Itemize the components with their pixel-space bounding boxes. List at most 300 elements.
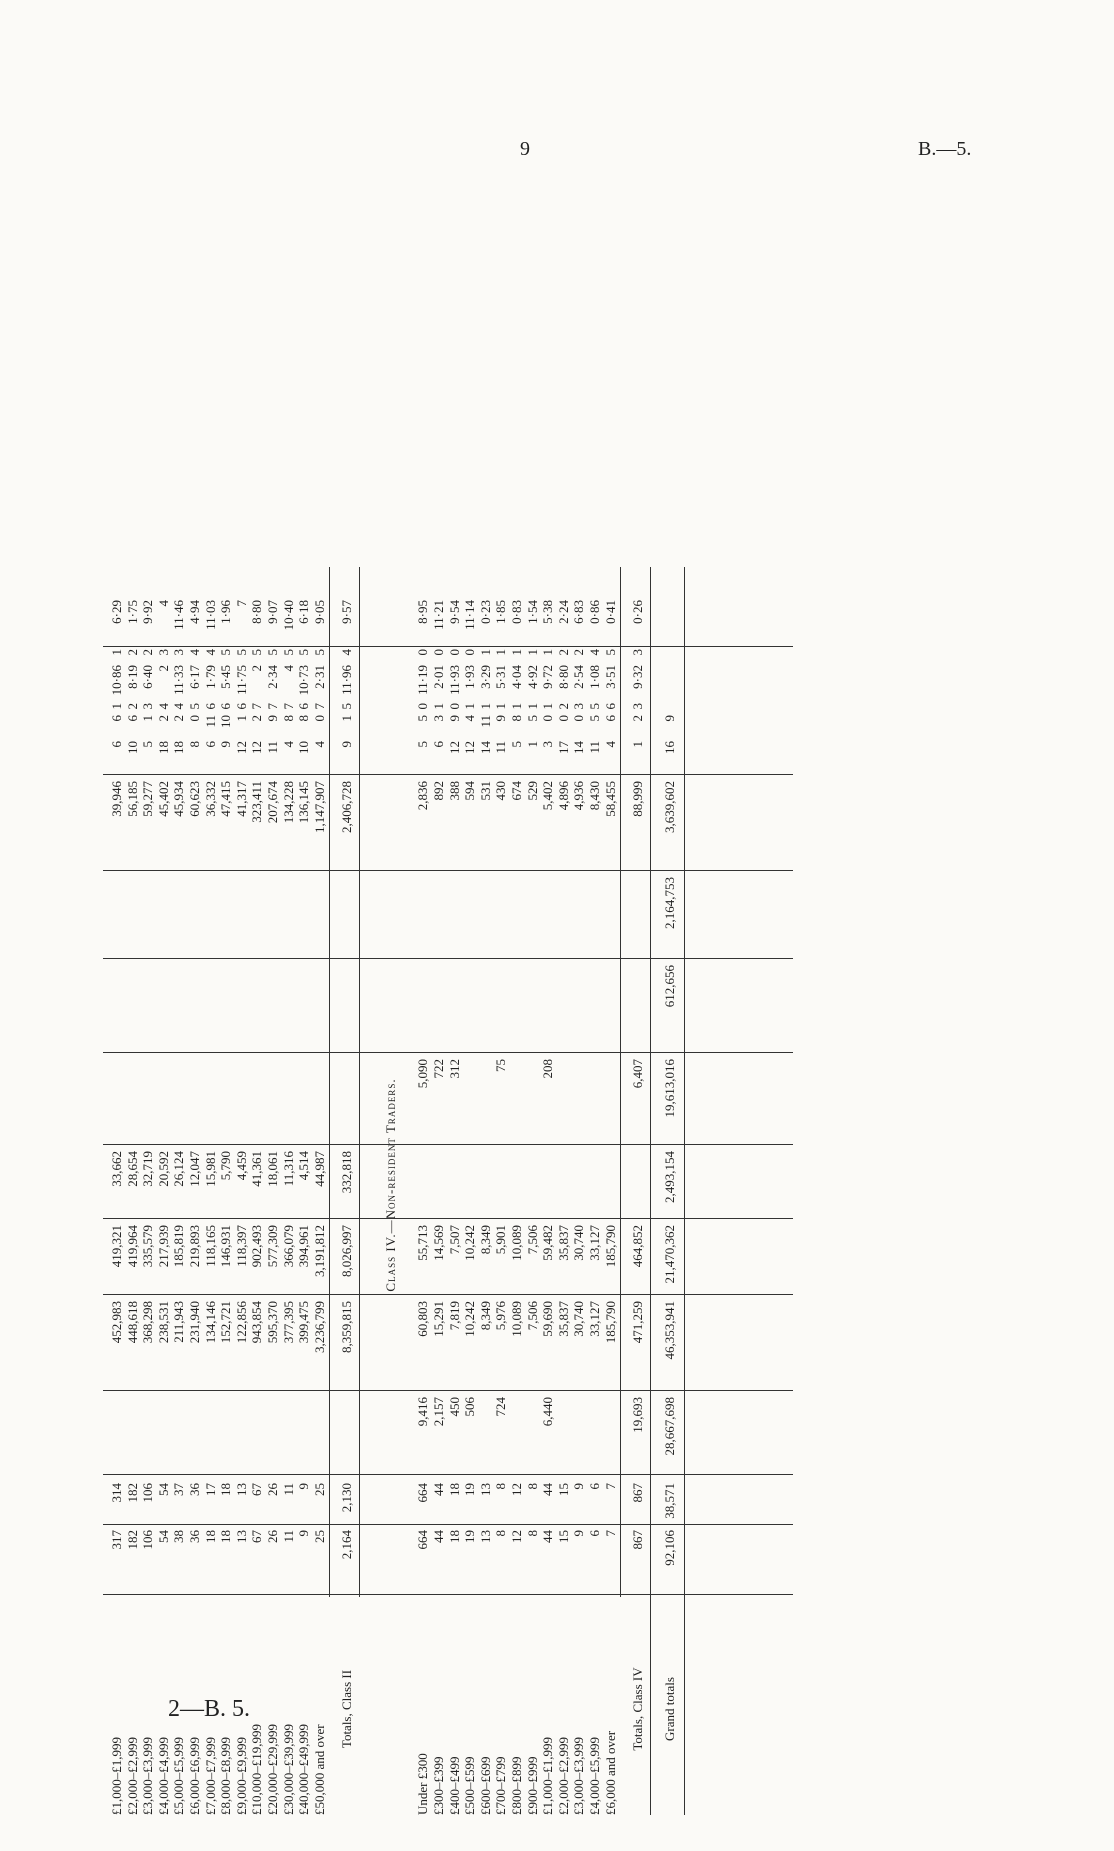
cell-col-6: 32,719 <box>140 1151 156 1187</box>
cell-col-4: 231,940 <box>187 1301 202 1344</box>
cell-col-5: 55,713 <box>415 1225 431 1261</box>
cell-col-16: 0·83 <box>509 600 524 624</box>
rule-vertical <box>103 1594 793 1595</box>
cell-col-4: 238,531 <box>155 1301 171 1344</box>
row-label: £9,000–£9,999 <box>233 1737 249 1815</box>
class2-row <box>312 555 327 1815</box>
cell-col-5: 30,740 <box>571 1225 587 1261</box>
cell-col-11: 9 <box>218 741 234 748</box>
cell-col-11: 10 <box>296 741 312 754</box>
cell-col-16: 10·40 <box>280 600 296 631</box>
cell-col-16: 6·29 <box>109 600 124 624</box>
cell-col-10: 47,415 <box>218 781 234 817</box>
cell-col-4: 134,146 <box>202 1301 218 1344</box>
row-label: Totals, Class IV <box>630 1667 646 1751</box>
cell-col-6: 44,987 <box>311 1151 327 1187</box>
row-label: £10,000–£19,999 <box>249 1724 265 1815</box>
cell-col-12: 5 <box>587 715 602 722</box>
cell-col-2: 2,130 <box>339 1483 355 1513</box>
cell-col-6: 2,493,154 <box>662 1151 678 1203</box>
cell-col-10: 892 <box>431 781 446 801</box>
cell-col-3: 6,440 <box>540 1397 556 1427</box>
cell-col-1: 664 <box>415 1530 431 1550</box>
cell-col-2: 9 <box>571 1483 587 1490</box>
cell-col-4: 595,370 <box>265 1301 280 1344</box>
class4-row <box>571 555 586 1815</box>
cell-col-2: 13 <box>233 1483 249 1496</box>
cell-col-16: 0·86 <box>587 600 602 624</box>
cell-col-10: 134,228 <box>280 781 296 824</box>
cell-col-5: 902,493 <box>249 1225 265 1268</box>
cell-col-10: 207,674 <box>265 781 280 824</box>
cell-col-1: 18 <box>218 1530 234 1543</box>
cell-col-14: 4 <box>280 665 296 672</box>
cell-col-5: 10,242 <box>462 1225 478 1261</box>
sheet-reference: 2—B. 5. <box>168 1696 251 1722</box>
cell-col-16: 9·54 <box>446 600 462 624</box>
rule-vertical <box>103 1474 793 1475</box>
cell-col-13: 5 <box>339 703 355 710</box>
cell-col-16: 11·21 <box>431 600 446 630</box>
cell-col-6: 12,047 <box>187 1151 202 1187</box>
cell-col-13: 1 <box>540 703 556 710</box>
cell-col-2: 25 <box>311 1483 327 1496</box>
rule-horizontal <box>359 567 360 1597</box>
cell-col-10: 323,411 <box>249 781 265 823</box>
cell-col-12: 10 <box>218 715 234 728</box>
cell-col-2: 867 <box>630 1483 646 1503</box>
cell-col-13: 6 <box>296 703 312 710</box>
row-label: Totals, Class II <box>339 1669 355 1749</box>
cell-col-1: 19 <box>462 1530 478 1543</box>
cell-col-10: 58,455 <box>602 781 618 817</box>
cell-col-5: 7,506 <box>524 1225 540 1255</box>
cell-col-15: 0 <box>431 649 446 656</box>
cell-col-2: 8 <box>493 1483 509 1490</box>
class2-row <box>218 555 233 1815</box>
cell-col-11: 18 <box>155 741 171 754</box>
cell-col-4: 8,349 <box>477 1301 493 1331</box>
cell-col-12: 1 <box>233 715 249 722</box>
cell-col-14: 2·31 <box>311 665 327 689</box>
cell-col-2: 13 <box>477 1483 493 1496</box>
cell-col-12: 3 <box>431 715 446 722</box>
cell-col-15: 4 <box>339 649 355 656</box>
cell-col-8: 612,656 <box>662 965 678 1008</box>
cell-col-5: 35,837 <box>555 1225 571 1261</box>
cell-col-10: 88,999 <box>630 781 646 817</box>
cell-col-2: 106 <box>140 1483 156 1503</box>
cell-col-12: 1 <box>140 715 156 722</box>
cell-col-15: 1 <box>109 649 124 656</box>
cell-col-13: 0 <box>415 703 431 710</box>
cell-col-6: 4,459 <box>233 1151 249 1181</box>
cell-col-13: 1 <box>493 703 509 710</box>
cell-col-10: 36,332 <box>202 781 218 817</box>
cell-col-16: 1·75 <box>124 600 140 624</box>
cell-col-6: 5,790 <box>218 1151 234 1181</box>
cell-col-14: 2 <box>155 665 171 672</box>
cell-col-12: 6 <box>109 715 124 722</box>
cell-col-4: 152,721 <box>218 1301 234 1344</box>
class2-row <box>187 555 202 1815</box>
cell-col-14: 1·93 <box>462 665 478 689</box>
class4-row <box>493 555 508 1815</box>
cell-col-4: 30,740 <box>571 1301 587 1337</box>
cell-col-13: 7 <box>265 703 280 710</box>
class4-row <box>540 555 555 1815</box>
cell-col-13: 5 <box>587 703 602 710</box>
cell-col-2: 664 <box>415 1483 431 1503</box>
row-label: £600–£699 <box>477 1756 493 1815</box>
rule-vertical <box>103 1218 793 1219</box>
cell-col-5: 59,482 <box>540 1225 556 1261</box>
grand-totals-row <box>662 555 677 1815</box>
cell-col-10: 1,147,907 <box>311 781 327 833</box>
cell-col-4: 943,854 <box>249 1301 265 1344</box>
cell-col-4: 35,837 <box>555 1301 571 1337</box>
cell-col-5: 7,507 <box>446 1225 462 1255</box>
rule-vertical <box>103 870 793 871</box>
cell-col-16: 0·26 <box>630 600 646 624</box>
cell-col-10: 430 <box>493 781 509 801</box>
cell-col-1: 44 <box>431 1530 446 1543</box>
cell-col-6: 26,124 <box>171 1151 187 1187</box>
cell-col-2: 67 <box>249 1483 265 1496</box>
cell-col-16: 1·85 <box>493 600 509 624</box>
cell-col-5: 3,191,812 <box>311 1225 327 1277</box>
cell-col-14: 4·92 <box>524 665 540 689</box>
cell-col-5: 21,470,362 <box>662 1225 678 1284</box>
cell-col-1: 317 <box>109 1530 124 1550</box>
cell-col-4: 59,690 <box>540 1301 556 1337</box>
cell-col-6: 33,662 <box>109 1151 124 1187</box>
cell-col-1: 38 <box>171 1530 187 1543</box>
cell-col-13: 1 <box>462 703 478 710</box>
rule-vertical <box>103 1052 793 1053</box>
row-label: £5,000–£5,999 <box>171 1737 187 1815</box>
cell-col-14: 11·75 <box>233 665 249 695</box>
cell-col-14: 3·51 <box>602 665 618 689</box>
cell-col-5: 10,089 <box>509 1225 524 1261</box>
cell-col-5: 118,165 <box>202 1225 218 1267</box>
cell-col-16: 9·57 <box>339 600 355 624</box>
cell-col-13: 1 <box>509 703 524 710</box>
cell-col-12: 0 <box>555 715 571 722</box>
cell-col-1: 36 <box>187 1530 202 1543</box>
cell-col-14: 8·19 <box>124 665 140 689</box>
cell-col-1: 18 <box>446 1530 462 1543</box>
document-reference: B.—5. <box>918 138 972 160</box>
cell-col-15: 1 <box>493 649 509 656</box>
class2-totals-row <box>339 555 354 1815</box>
cell-col-15: 5 <box>311 649 327 656</box>
cell-col-13: 2 <box>555 703 571 710</box>
cell-col-15: 4 <box>187 649 202 656</box>
cell-col-15: 1 <box>477 649 493 656</box>
cell-col-2: 19 <box>462 1483 478 1496</box>
cell-col-10: 8,430 <box>587 781 602 811</box>
cell-col-5: 118,397 <box>233 1225 249 1267</box>
cell-col-15: 0 <box>415 649 431 656</box>
cell-col-5: 146,931 <box>218 1225 234 1268</box>
row-label: £6,000 and over <box>602 1730 618 1815</box>
cell-col-12: 0 <box>187 715 202 722</box>
cell-col-7: 722 <box>431 1059 446 1079</box>
cell-col-13: 3 <box>630 703 646 710</box>
cell-col-1: 12 <box>509 1530 524 1543</box>
class2-row <box>125 555 140 1815</box>
cell-col-5: 5,901 <box>493 1225 509 1255</box>
cell-col-6: 332,818 <box>339 1151 355 1194</box>
cell-col-15: 5 <box>265 649 280 656</box>
cell-col-14: 4·04 <box>509 665 524 689</box>
cell-col-12: 9 <box>446 715 462 722</box>
cell-col-2: 17 <box>202 1483 218 1496</box>
rule-vertical <box>103 774 793 775</box>
cell-col-1: 54 <box>155 1530 171 1543</box>
cell-col-11: 12 <box>446 741 462 754</box>
class4-row <box>478 555 493 1815</box>
rule-horizontal <box>684 567 685 1815</box>
cell-col-15: 1 <box>540 649 556 656</box>
cell-col-12: 11 <box>477 715 493 728</box>
class4-totals-row <box>630 555 645 1815</box>
cell-col-10: 4,936 <box>571 781 587 811</box>
cell-col-11: 5 <box>415 741 431 748</box>
cell-col-11: 4 <box>602 741 618 748</box>
income-tax-table <box>89 555 809 1815</box>
cell-col-16: 11·03 <box>202 600 218 630</box>
cell-col-1: 9 <box>296 1530 312 1537</box>
row-label: £500–£599 <box>462 1756 478 1815</box>
cell-col-10: 594 <box>462 781 478 801</box>
cell-col-4: 10,242 <box>462 1301 478 1337</box>
cell-col-11: 14 <box>477 741 493 754</box>
cell-col-10: 59,277 <box>140 781 156 817</box>
cell-col-7: 75 <box>493 1059 509 1072</box>
row-label: £3,000–£3,999 <box>571 1737 587 1815</box>
cell-col-3: 506 <box>462 1397 478 1417</box>
cell-col-10: 39,946 <box>109 781 124 817</box>
cell-col-13: 1 <box>431 703 446 710</box>
cell-col-11: 12 <box>249 741 265 754</box>
cell-col-2: 44 <box>540 1483 556 1496</box>
cell-col-1: 106 <box>140 1530 156 1550</box>
cell-col-14: 9·72 <box>540 665 556 689</box>
class2-row <box>265 555 280 1815</box>
cell-col-3: 19,693 <box>630 1397 646 1433</box>
cell-col-6: 18,061 <box>265 1151 280 1187</box>
row-label: £6,000–£6,999 <box>187 1737 202 1815</box>
class4-row <box>447 555 462 1815</box>
cell-col-12: 8 <box>509 715 524 722</box>
cell-col-10: 56,185 <box>124 781 140 817</box>
cell-col-14: 2·54 <box>571 665 587 689</box>
cell-col-15: 5 <box>249 649 265 656</box>
class2-row <box>109 555 124 1815</box>
cell-col-10: 674 <box>509 781 524 801</box>
cell-col-1: 13 <box>233 1530 249 1543</box>
row-label: £700–£799 <box>493 1756 509 1815</box>
cell-col-12: 0 <box>571 715 587 722</box>
class4-row <box>603 555 618 1815</box>
cell-col-4: 122,856 <box>233 1301 249 1344</box>
cell-col-10: 3,639,602 <box>662 781 678 833</box>
cell-col-14: 1·08 <box>587 665 602 689</box>
cell-col-15: 5 <box>280 649 296 656</box>
cell-col-2: 182 <box>124 1483 140 1503</box>
cell-col-13: 3 <box>140 703 156 710</box>
cell-col-12: 2 <box>155 715 171 722</box>
cell-col-12: 8 <box>280 715 296 722</box>
cell-col-15: 3 <box>155 649 171 656</box>
cell-col-5: 8,026,997 <box>339 1225 355 1277</box>
cell-col-4: 185,790 <box>602 1301 618 1344</box>
cell-col-2: 18 <box>446 1483 462 1496</box>
row-label: £20,000–£29,999 <box>265 1724 280 1815</box>
cell-col-15: 2 <box>124 649 140 656</box>
cell-col-4: 211,943 <box>171 1301 187 1343</box>
cell-col-16: 4 <box>155 600 171 607</box>
cell-col-15: 5 <box>218 649 234 656</box>
cell-col-4: 8,359,815 <box>339 1301 355 1353</box>
cell-col-13: 3 <box>571 703 587 710</box>
cell-col-6: 11,316 <box>280 1151 296 1187</box>
cell-col-3: 28,667,698 <box>662 1397 678 1456</box>
class2-row <box>249 555 264 1815</box>
row-label: £7,000–£7,999 <box>202 1737 218 1815</box>
cell-col-14: 10·86 <box>109 665 124 696</box>
cell-col-1: 13 <box>477 1530 493 1543</box>
cell-col-10: 41,317 <box>233 781 249 817</box>
row-label: £1,000–£1,999 <box>109 1737 124 1815</box>
cell-col-15: 1 <box>524 649 540 656</box>
cell-col-7: 6,407 <box>630 1059 646 1089</box>
cell-col-11: 10 <box>124 741 140 754</box>
cell-col-1: 7 <box>602 1530 618 1537</box>
cell-col-13: 2 <box>124 703 140 710</box>
rule-vertical <box>103 958 793 959</box>
cell-col-4: 5,976 <box>493 1301 509 1331</box>
cell-col-4: 448,618 <box>124 1301 140 1344</box>
cell-col-2: 26 <box>265 1483 280 1496</box>
cell-col-4: 33,127 <box>587 1301 602 1337</box>
cell-col-1: 25 <box>311 1530 327 1543</box>
cell-col-5: 33,127 <box>587 1225 602 1261</box>
cell-col-2: 44 <box>431 1483 446 1496</box>
cell-col-12: 11 <box>202 715 218 728</box>
cell-col-15: 5 <box>602 649 618 656</box>
cell-col-12: 9 <box>265 715 280 722</box>
page-number: 9 <box>520 138 530 160</box>
cell-col-10: 531 <box>477 781 493 801</box>
row-label: £800–£899 <box>509 1756 524 1815</box>
class4-row <box>556 555 571 1815</box>
cell-col-14: 6·17 <box>187 665 202 689</box>
row-label: £300–£399 <box>431 1756 446 1815</box>
cell-col-12: 0 <box>540 715 556 722</box>
cell-col-16: 4·94 <box>187 600 202 624</box>
cell-col-2: 9 <box>296 1483 312 1490</box>
cell-col-11: 16 <box>662 741 678 754</box>
cell-col-11: 17 <box>555 741 571 754</box>
cell-col-2: 6 <box>587 1483 602 1490</box>
rule-vertical <box>103 1390 793 1391</box>
cell-col-16: 8·95 <box>415 600 431 624</box>
cell-col-4: 368,298 <box>140 1301 156 1344</box>
cell-col-12: 4 <box>462 715 478 722</box>
cell-col-13: 1 <box>109 703 124 710</box>
cell-col-7: 312 <box>446 1059 462 1079</box>
cell-col-14: 11·96 <box>339 665 355 695</box>
class4-row <box>462 555 477 1815</box>
cell-col-1: 182 <box>124 1530 140 1550</box>
cell-col-1: 2,164 <box>339 1530 355 1560</box>
cell-col-2: 37 <box>171 1483 187 1496</box>
cell-col-2: 12 <box>509 1483 524 1496</box>
cell-col-14: 2·01 <box>431 665 446 689</box>
cell-col-16: 1·54 <box>524 600 540 624</box>
cell-col-4: 60,803 <box>415 1301 431 1337</box>
cell-col-11: 11 <box>587 741 602 754</box>
cell-col-6: 4,514 <box>296 1151 312 1181</box>
cell-col-7: 5,090 <box>415 1059 431 1089</box>
cell-col-16: 8·80 <box>249 600 265 624</box>
cell-col-2: 314 <box>109 1483 124 1503</box>
cell-col-14: 6·40 <box>140 665 156 689</box>
cell-col-13: 5 <box>187 703 202 710</box>
cell-col-13: 6 <box>202 703 218 710</box>
cell-col-12: 2 <box>249 715 265 722</box>
row-label: £2,000–£2,999 <box>124 1737 140 1815</box>
cell-col-5: 577,309 <box>265 1225 280 1268</box>
class4-row <box>587 555 602 1815</box>
cell-col-4: 10,089 <box>509 1301 524 1337</box>
cell-col-5: 219,893 <box>187 1225 202 1268</box>
cell-col-13: 1 <box>477 703 493 710</box>
cell-col-12: 2 <box>630 715 646 722</box>
row-label: Under £300 <box>415 1753 431 1815</box>
cell-col-10: 60,623 <box>187 781 202 817</box>
cell-col-15: 5 <box>233 649 249 656</box>
cell-col-16: 7 <box>233 600 249 607</box>
cell-col-11: 8 <box>187 741 202 748</box>
cell-col-12: 5 <box>524 715 540 722</box>
cell-col-10: 2,836 <box>415 781 431 811</box>
cell-col-11: 5 <box>509 741 524 748</box>
cell-col-16: 11·14 <box>462 600 478 630</box>
cell-col-16: 9·92 <box>140 600 156 624</box>
row-label: Grand totals <box>662 1677 678 1741</box>
cell-col-4: 452,983 <box>109 1301 124 1344</box>
cell-col-6: 15,981 <box>202 1151 218 1187</box>
cell-col-5: 464,852 <box>630 1225 646 1268</box>
cell-col-13: 7 <box>249 703 265 710</box>
cell-col-5: 217,939 <box>155 1225 171 1268</box>
cell-col-12: 0 <box>311 715 327 722</box>
cell-col-16: 0·23 <box>477 600 493 624</box>
row-label: £8,000–£8,999 <box>218 1737 234 1815</box>
cell-col-16: 9·07 <box>265 600 280 624</box>
cell-col-1: 6 <box>587 1530 602 1537</box>
cell-col-10: 45,934 <box>171 781 187 817</box>
class2-row <box>140 555 155 1815</box>
cell-col-11: 9 <box>339 741 355 748</box>
cell-col-11: 18 <box>171 741 187 754</box>
cell-col-1: 867 <box>630 1530 646 1550</box>
cell-col-3: 2,157 <box>431 1397 446 1427</box>
